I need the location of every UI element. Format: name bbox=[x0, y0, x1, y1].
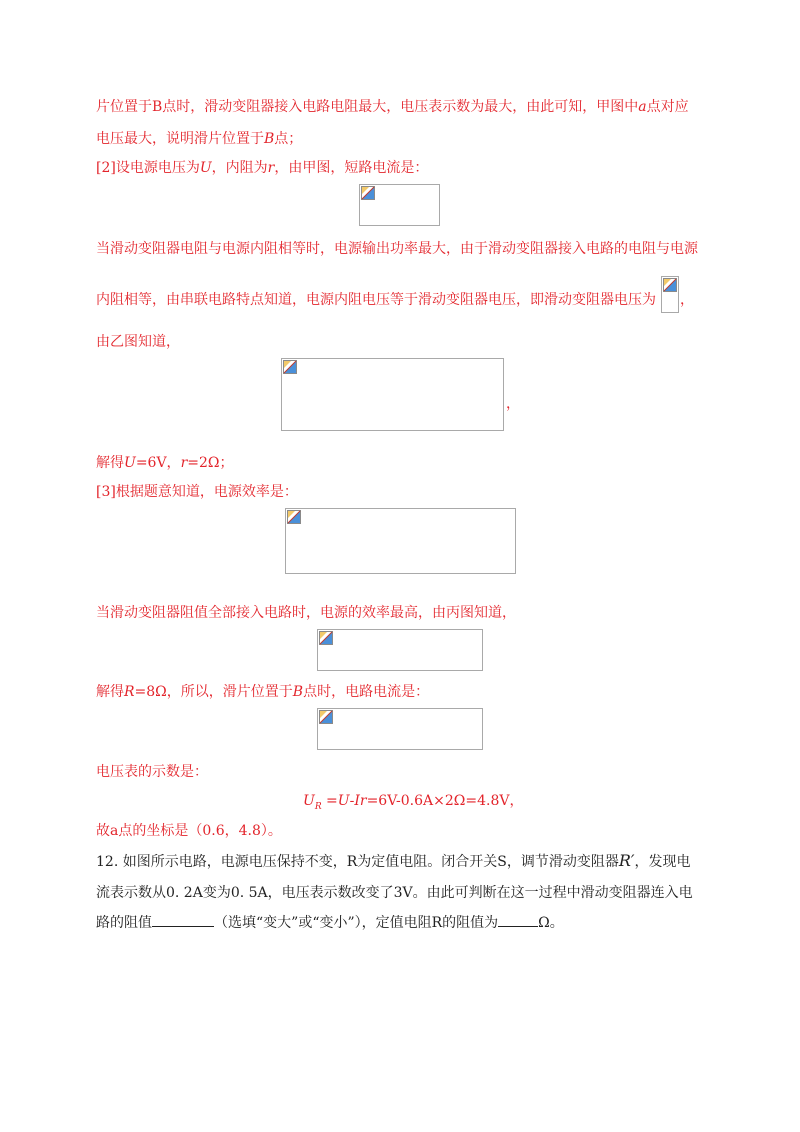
text-segment: 内阻相等，由串联电路特点知道，电源内阻电压等于滑动变阻器电压，即滑动变阻器电压为 bbox=[96, 292, 656, 308]
text-segment: 流表示数从0. 2A变为0. 5A，电压表示数改变了3V。由此可判断在这一过程中滑动变阻器连入电 bbox=[96, 885, 693, 901]
variable-b: B bbox=[292, 684, 304, 700]
answer-line-5-end bbox=[680, 292, 694, 308]
text-segment: =2Ω； bbox=[187, 455, 234, 471]
variable-ir: Ir bbox=[354, 793, 367, 809]
text-segment: ，内阻为 bbox=[211, 160, 268, 176]
text-segment: 点对应 bbox=[646, 99, 689, 115]
broken-image-icon bbox=[361, 186, 375, 200]
formula-image-efficiency bbox=[285, 508, 516, 574]
broken-image-icon bbox=[287, 510, 301, 524]
broken-image-icon bbox=[663, 278, 677, 292]
variable-r: R bbox=[124, 684, 135, 700]
text-segment: Ω。 bbox=[538, 915, 564, 931]
text-segment: 12. 如图所示电路，电源电压保持不变，R为定值电阻。闭合开关S，调节滑动变阻器 bbox=[96, 854, 619, 870]
answer-blank-resistance-change[interactable] bbox=[152, 926, 214, 927]
variable-r: r bbox=[267, 160, 275, 176]
broken-image-icon bbox=[319, 631, 333, 645]
answer-line-voltmeter bbox=[96, 764, 208, 780]
variable-u: U bbox=[199, 160, 212, 176]
text-segment: 点时，电路电流是： bbox=[303, 684, 430, 700]
answer-line-6 bbox=[96, 334, 180, 350]
answer-line-solution-ur bbox=[96, 455, 234, 471]
formula-image-equation-system bbox=[281, 358, 504, 431]
text-segment: ， bbox=[506, 396, 520, 412]
text-segment: 当滑动变阻器阻值全部接入电路时，电源的效率最高，由丙图知道， bbox=[96, 605, 516, 621]
text-segment: =6V， bbox=[135, 455, 181, 471]
text-segment: = bbox=[321, 793, 338, 809]
variable-u: U bbox=[337, 793, 350, 809]
variable-u: U bbox=[303, 793, 315, 809]
answer-line-efficiency bbox=[96, 484, 298, 500]
text-segment: [3]根据题意知道，电源效率是： bbox=[96, 484, 298, 500]
formula-image-current bbox=[317, 708, 483, 750]
text-segment: =8Ω，所以，滑片位置于 bbox=[134, 684, 293, 700]
answer-line-3 bbox=[96, 160, 428, 176]
formula-image-inline-voltage bbox=[661, 276, 679, 313]
formula-image-short-circuit-current bbox=[359, 184, 440, 226]
text-segment: [2]设电源电压为 bbox=[96, 160, 200, 176]
question-12-line-1 bbox=[96, 853, 691, 870]
text-segment: （选填“变大”或“变小”），定值电阻R的阻值为 bbox=[214, 915, 499, 931]
text-segment: 当滑动变阻器电阻与电源内阻相等时，电源输出功率最大，由于滑动变阻器接入电路的电阻与电源 bbox=[96, 241, 698, 257]
broken-image-icon bbox=[319, 710, 333, 724]
question-12-line-2 bbox=[96, 885, 693, 901]
text-segment: 路的阻值 bbox=[96, 915, 152, 931]
text-segment: ， bbox=[680, 292, 694, 308]
formula-image-resistance bbox=[317, 629, 483, 671]
equation-comma bbox=[506, 396, 520, 412]
text-segment: ，发现电 bbox=[634, 854, 691, 870]
answer-line-1 bbox=[96, 99, 689, 115]
answer-line-4 bbox=[96, 241, 698, 257]
text-segment: - bbox=[349, 793, 355, 809]
variable-r: r bbox=[180, 455, 188, 471]
variable-u: U bbox=[124, 455, 136, 471]
answer-line-5 bbox=[96, 292, 656, 308]
text-segment: =6V-0.6A×2Ω=4.8V， bbox=[366, 793, 524, 809]
text-segment: 电压表的示数是： bbox=[96, 764, 208, 780]
text-segment: 片位置于B点时，滑动变阻器接入电路电阻最大，电压表示数为最大，由此可知，甲图中 bbox=[96, 99, 639, 115]
text-segment: 电压最大，说明滑片位置于 bbox=[96, 131, 264, 147]
voltage-equation bbox=[303, 793, 523, 815]
text-segment: 解得 bbox=[96, 455, 124, 471]
text-segment: 解得 bbox=[96, 684, 124, 700]
answer-blank-resistance-value[interactable] bbox=[498, 926, 538, 927]
broken-image-icon bbox=[283, 360, 297, 374]
text-segment: 由乙图知道， bbox=[96, 334, 180, 350]
variable-a: a bbox=[638, 99, 647, 115]
text-segment: ，由甲图，短路电流是： bbox=[274, 160, 429, 176]
text-segment: 故a点的坐标是（0.6，4.8）。 bbox=[96, 823, 282, 839]
symbol-r-prime: R′ bbox=[618, 851, 635, 870]
text-segment: 点； bbox=[274, 131, 303, 147]
subscript-r: R bbox=[314, 801, 322, 812]
variable-b: B bbox=[264, 131, 275, 147]
answer-line-solution-r bbox=[96, 684, 429, 700]
answer-line-2 bbox=[96, 131, 302, 147]
question-12-line-3 bbox=[96, 915, 564, 931]
answer-line-max-efficiency bbox=[96, 605, 516, 621]
answer-line-coordinates bbox=[96, 823, 282, 839]
